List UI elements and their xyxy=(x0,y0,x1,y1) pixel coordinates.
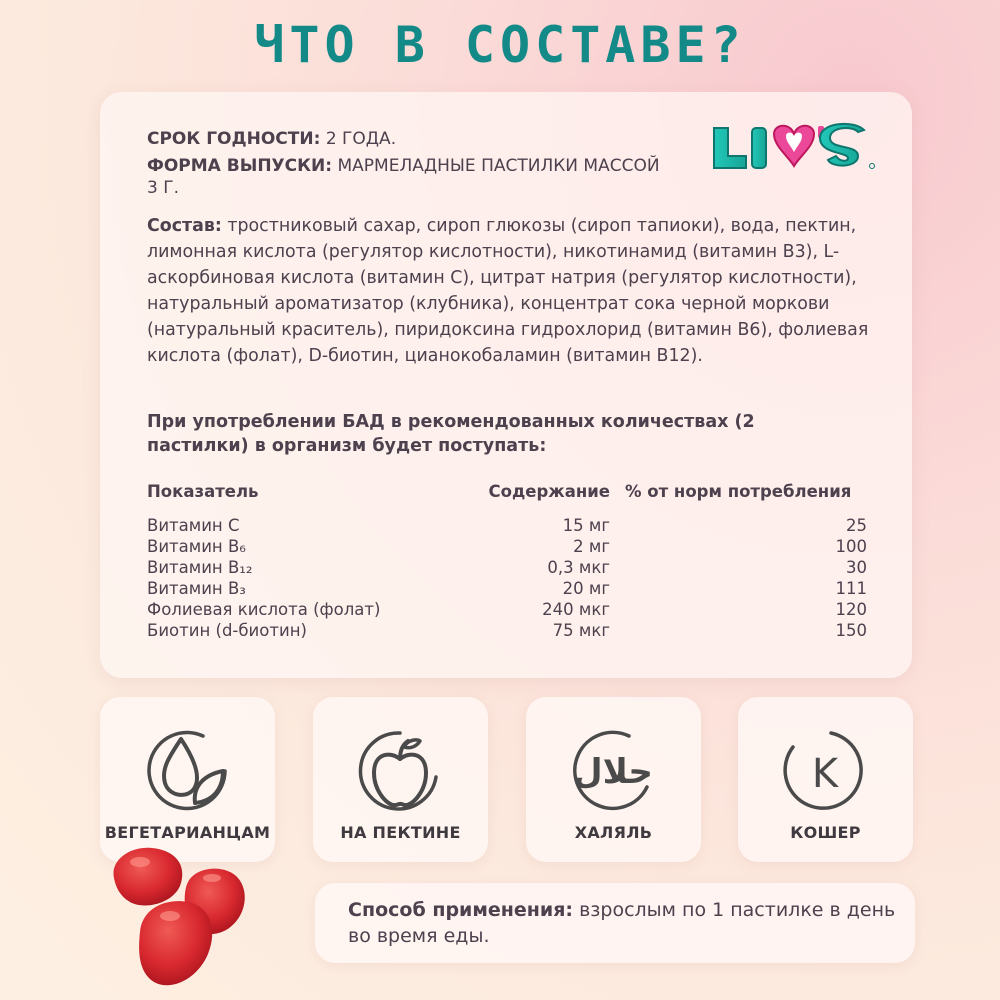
nutrient-name: Витамин B₃ xyxy=(147,579,246,598)
nutrient-percent: 150 xyxy=(835,621,867,640)
composition-body: тростниковый сахар, сироп глюкозы (сироп тапиоки), вода, пектин, лимонная кислота (регулятор кислотности), никотинамид (витамин B3), L-аскорбиновая кислота (витамин C), цитрат натрия (регулятор кислотности), натуральный ароматизатор (клубника), концентрат сока черной моркови (натуральный краситель), пиридоксина гидрохлорид (витамин B6), фолиевая кислота (фолат), D-биотин, цианокобаламин (витамин B12). xyxy=(147,216,869,366)
usage-body: взрослым по 1 пастилке в день во время еды. xyxy=(348,899,896,947)
apple-icon xyxy=(346,717,454,825)
header-amount: Содержание xyxy=(488,482,610,501)
badge-label: НА ПЕКТИНЕ xyxy=(340,823,461,842)
page-title: ЧТО В СОСТАВЕ? xyxy=(254,16,746,74)
nutrient-name: Витамин B₁₂ xyxy=(147,558,253,577)
nutrient-amount: 2 мг xyxy=(573,537,610,556)
header-indicator: Показатель xyxy=(147,482,259,501)
form-row xyxy=(147,155,667,199)
badge-halal xyxy=(526,697,701,862)
badge-label: КОШЕР xyxy=(790,823,861,842)
table-row xyxy=(147,516,867,537)
kosher-glyph: K xyxy=(811,751,839,797)
header-percent: % от норм потребления xyxy=(625,482,852,501)
kosher-icon xyxy=(771,717,879,825)
badge-label: ХАЛЯЛЬ xyxy=(574,823,653,842)
badge-kosher xyxy=(738,697,913,862)
nutrition-table xyxy=(147,482,867,642)
nutrient-amount: 20 мг xyxy=(562,579,610,598)
nutrient-percent: 30 xyxy=(846,558,867,577)
table-row xyxy=(147,600,867,621)
gummy-candies-image xyxy=(100,838,270,1000)
form-value: МАРМЕЛАДНЫЕ ПАСТИЛКИ МАССОЙ 3 Г. xyxy=(147,156,660,198)
halal-icon xyxy=(559,717,667,825)
shelf-life-row xyxy=(147,128,667,150)
vegetarian-icon xyxy=(133,717,241,825)
composition-label: Состав: xyxy=(147,216,222,236)
shelf-life-label: СРОК ГОДНОСТИ: xyxy=(147,129,321,149)
badge-pectin xyxy=(313,697,488,862)
nutrient-name: Витамин С xyxy=(147,516,240,535)
usage-label: Способ применения: xyxy=(348,899,574,921)
nutrient-amount: 240 мкг xyxy=(542,600,610,619)
composition-text xyxy=(147,213,882,369)
halal-glyph: حلال xyxy=(573,752,653,792)
table-row xyxy=(147,579,867,600)
nutrient-name: Фолиевая кислота (фолат) xyxy=(147,600,381,619)
table-header xyxy=(147,482,867,516)
nutrient-name: Биотин (d-биотин) xyxy=(147,621,307,640)
shelf-life-value: 2 ГОДА. xyxy=(325,129,397,149)
usage-text xyxy=(348,897,908,949)
product-meta xyxy=(147,128,667,204)
livs-logo xyxy=(708,118,878,178)
table-row xyxy=(147,537,867,558)
table-row xyxy=(147,621,867,642)
form-label: ФОРМА ВЫПУСКИ: xyxy=(147,156,333,176)
nutrient-percent: 111 xyxy=(835,579,867,598)
nutrient-percent: 25 xyxy=(846,516,867,535)
table-row xyxy=(147,558,867,579)
nutrient-percent: 120 xyxy=(835,600,867,619)
nutrient-name: Витамин B₆ xyxy=(147,537,246,556)
composition-card xyxy=(100,92,912,678)
nutrient-amount: 75 мкг xyxy=(552,621,610,640)
nutrient-percent: 100 xyxy=(835,537,867,556)
nutrient-amount: 0,3 мкг xyxy=(547,558,610,577)
nutrient-amount: 15 мг xyxy=(562,516,610,535)
badge-label: ВЕГЕТАРИАНЦАМ xyxy=(104,823,271,842)
intake-note: При употреблении БАД в рекомендованных количествах (2 пастилки) в организм будет поступать: xyxy=(147,412,755,456)
usage-card xyxy=(315,883,915,963)
